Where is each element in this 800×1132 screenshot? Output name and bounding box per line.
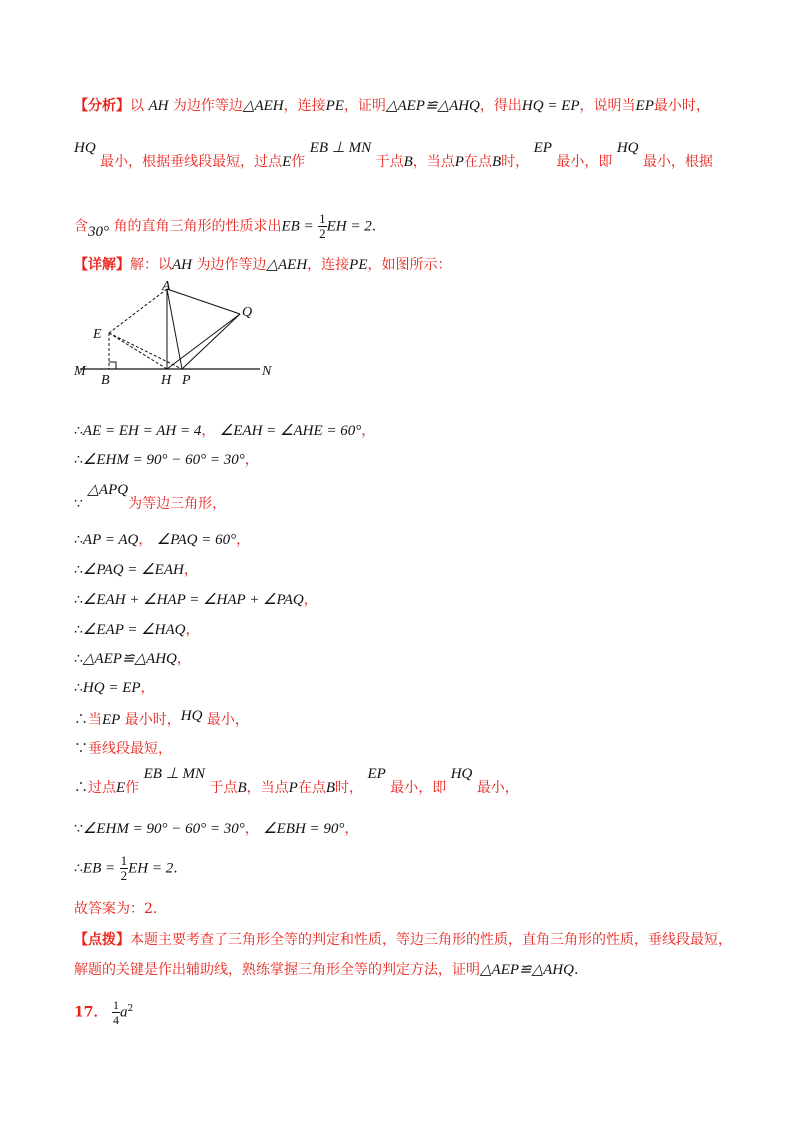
dashed-eh	[109, 333, 167, 369]
step-8: ∴△AEP≌△AHQ，	[74, 651, 191, 667]
step-4: ∴AP = AQ， ∠PAQ = 60°，	[74, 532, 251, 548]
label-h: H	[161, 373, 172, 388]
analysis-tag: 【分析】	[74, 98, 130, 114]
question-number: 17．	[74, 1004, 108, 1021]
step-14: ∴EB = $\frac{1}{2}$ EH = 2.	[74, 853, 178, 883]
analysis-line-1: 【分析】以 AH 为边作等边△AEH，连接PE，证明△AEP≌△AHQ，得出HQ = EP，说明当EP最小时，	[74, 98, 710, 114]
fraction-one-half: $\frac{1}{2}$	[319, 211, 326, 241]
label-m: M	[74, 364, 86, 379]
comment-tag: 【点拨】	[74, 932, 130, 948]
line-aq	[167, 289, 240, 314]
dashed-ae	[109, 289, 167, 333]
question-17: 17． $\frac{1}{4}$ $a^2$	[74, 998, 134, 1027]
fraction-one-half-2: $\frac{1}{2}$	[120, 853, 128, 883]
step-3: ∵ △APQ为等边三角形，	[74, 482, 227, 512]
right-angle-mark	[109, 362, 116, 369]
label-n: N	[262, 364, 272, 379]
step-1: ∴AE = EH = AH = 4， ∠EAH = ∠AHE = 60°，	[74, 423, 376, 439]
line-ap	[167, 289, 182, 369]
line-pq	[182, 314, 240, 369]
comment-line-2: 解题的关键是作出辅助线，熟练掌握三角形全等的判定方法，证明△AEP≌△AHQ.	[74, 962, 579, 978]
analysis-line-3: 含30° 角的直角三角形的性质求出EB = $\frac{1}{2}$ EH = 2.	[74, 211, 377, 241]
label-b: B	[101, 373, 110, 388]
detail-line-1: 【详解】解：以AH 为边作等边△AEH，连接PE，如图所示：	[74, 257, 452, 273]
label-e: E	[93, 327, 102, 342]
step-7: ∴∠EAP = ∠HAQ，	[74, 622, 200, 638]
step-2: ∴∠EHM = 90° − 60° = 30°，	[74, 452, 259, 468]
step-10: ∴当EP 最小时，HQ 最小，	[74, 708, 249, 728]
answer-line: 故答案为：2.	[74, 901, 158, 917]
detail-tag: 【详解】	[74, 257, 130, 273]
label-a: A	[162, 279, 171, 294]
step-9: ∴HQ = EP，	[74, 680, 155, 696]
label-q: Q	[242, 305, 253, 320]
dashed-ep	[109, 333, 182, 369]
step-12: ∴过点E作 EB ⊥ MN 于点B，当点P在点B时， EP 最小，即 HQ 最小，	[74, 766, 519, 796]
fraction-one-quarter: $\frac{1}{4}$	[112, 998, 119, 1027]
step-13: ∵∠EHM = 90° − 60° = 30°， ∠EBH = 90°，	[74, 821, 359, 837]
geometry-figure	[70, 278, 290, 388]
comment-line-1: 【点拨】本题主要考查了三角形全等的判定和性质，等边三角形的性质，直角三角形的性质，垂线段最短，	[74, 932, 732, 948]
step-5: ∴∠PAQ = ∠EAH，	[74, 562, 198, 578]
step-6: ∴∠EAH + ∠HAP = ∠HAP + ∠PAQ，	[74, 592, 318, 608]
line-hq	[167, 314, 240, 369]
analysis-line-2: HQ 最小，根据垂线段最短，过点E作 EB ⊥ MN 于点B，当点P在点B时， EP 最小，即 HQ 最小，根据	[74, 140, 713, 170]
label-p: P	[182, 373, 191, 388]
step-11: ∵垂线段最短，	[74, 741, 172, 757]
